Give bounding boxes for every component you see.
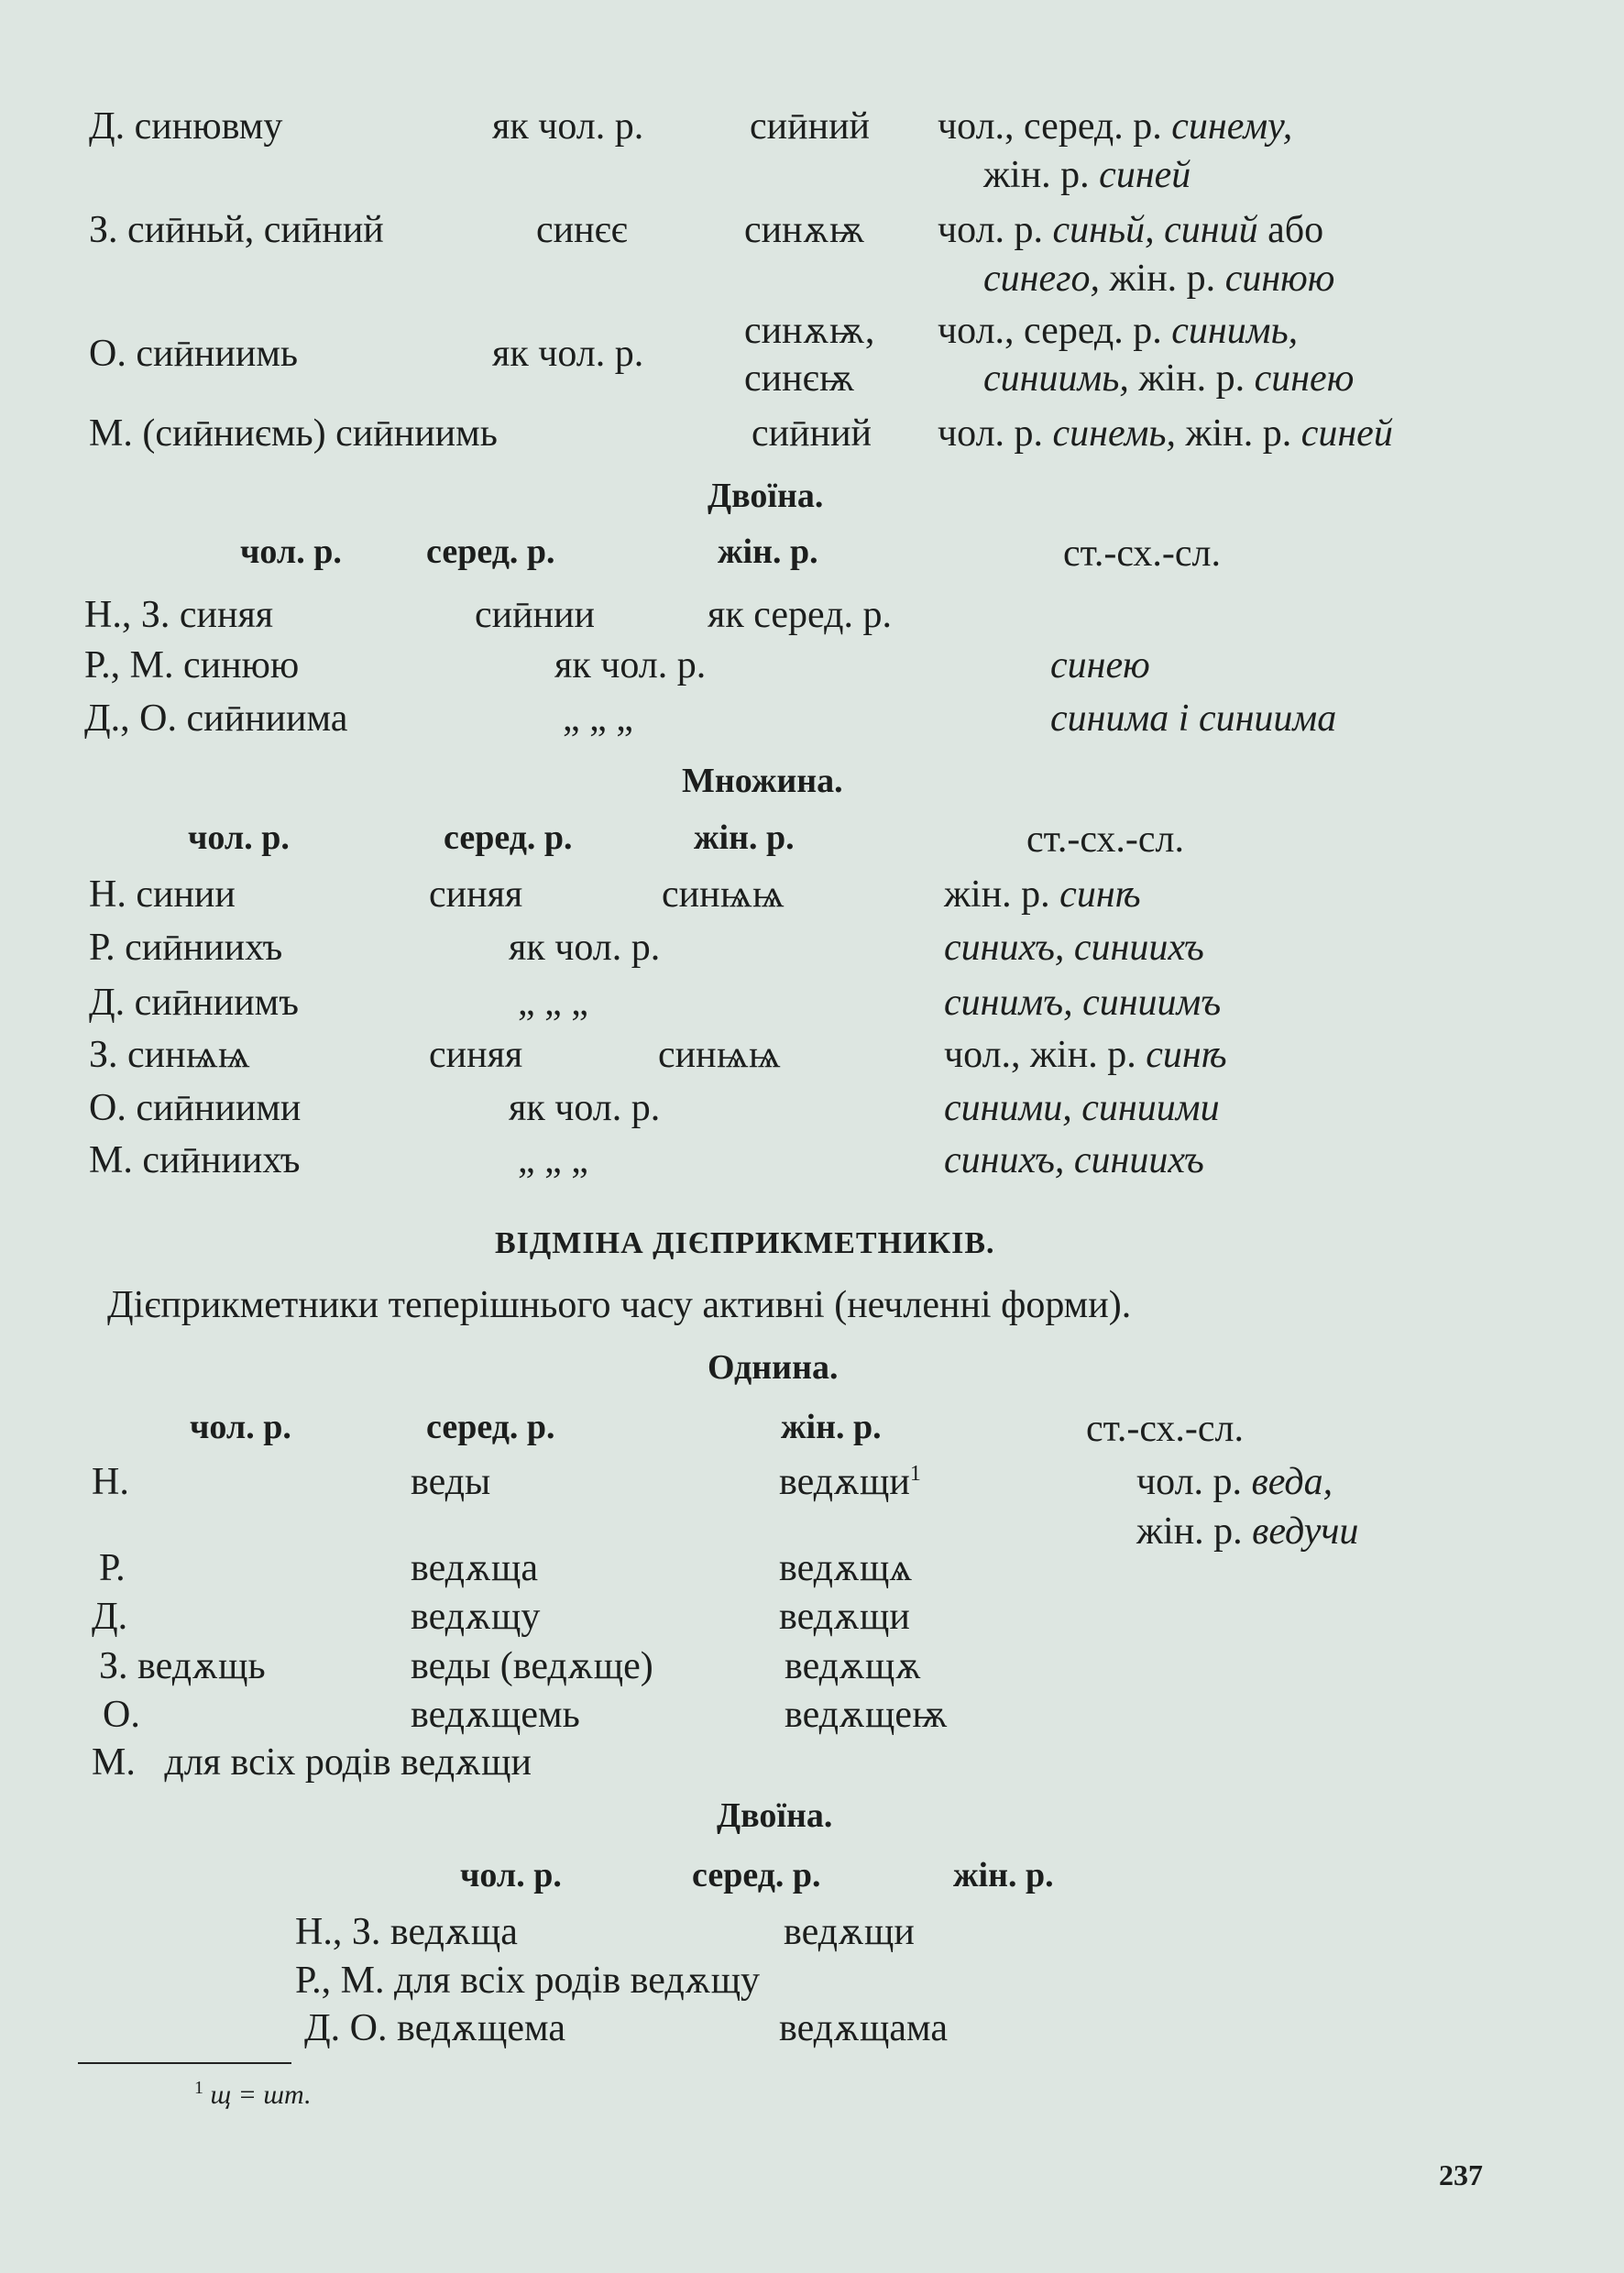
dual1-title: Двоїна.	[708, 477, 824, 515]
dual1-row2-d: синею	[1050, 644, 1150, 686]
row-d-oldslav: чол., серед. р. синему,	[938, 105, 1293, 148]
dual2-row3-a: Д. О. ведѫщема	[304, 2007, 565, 2049]
singular-row-o-b: ведѫщемь	[411, 1694, 580, 1736]
singular-row-z-b: веды (ведѫще)	[411, 1645, 653, 1687]
singular-header-oldslav: ст.-сх.-сл.	[1086, 1408, 1244, 1450]
section-intro: Дієприкметники теперішнього часу активні (нечленні форми).	[107, 1284, 1132, 1326]
plural-row-z-c: синѩѩ	[658, 1034, 781, 1076]
dual1-row1-b: сиӣнии	[475, 594, 596, 636]
singular-row-n-a: Н.	[92, 1461, 129, 1503]
row-m-label: М. (сиӣниємь) сиӣниимь	[89, 412, 498, 455]
plural-row-z-d: чол., жін. р. синѣ	[944, 1034, 1227, 1076]
row-d-label: Д. синювму	[89, 105, 283, 148]
plural-row-r-d: синихъ, синиихъ	[944, 927, 1204, 969]
plural-row-d-a: Д. сиӣниимъ	[89, 982, 299, 1024]
plural-header-neut: серед. р.	[444, 818, 573, 857]
row-z-col3: синѫѭ	[744, 209, 865, 251]
singular-row-n-e: жін. р. ведучи	[1136, 1510, 1359, 1553]
dual1-row3-a: Д., О. сиӣниима	[84, 697, 348, 740]
row-d-col3: сиӣний	[750, 105, 871, 148]
dual1-row2-b: як чол. р.	[554, 644, 707, 686]
singular-header-neut: серед. р.	[426, 1408, 555, 1446]
footnote: $^1$ щ = шт.	[194, 2078, 312, 2110]
plural-row-r-b: як чол. р.	[509, 927, 661, 969]
dual2-row1-a: Н., З. ведѫща	[295, 1911, 518, 1953]
singular-header-masc: чол. р.	[190, 1408, 291, 1446]
singular-row-n-c: ведѫщи$^1$	[779, 1461, 921, 1503]
plural-row-z-b: синяя	[429, 1034, 523, 1076]
row-m-oldslav: чол. р. синемь, жін. р. синей	[938, 412, 1393, 455]
plural-row-z-a: З. синѩѩ	[89, 1034, 250, 1076]
singular-row-r-a: Р.	[99, 1547, 126, 1589]
row-z-col2: синєє	[536, 209, 628, 251]
row-o-oldslav: чол., серед. р. синимь,	[938, 310, 1299, 352]
singular-row-r-b: ведѫща	[411, 1547, 539, 1589]
dual2-row1-b: ведѫщи	[784, 1911, 915, 1953]
dual1-header-neut: серед. р.	[426, 533, 555, 571]
plural-row-n-d: жін. р. синѣ	[944, 873, 1141, 916]
plural-row-o-a: О. сиӣниими	[89, 1087, 302, 1129]
singular-row-m: М. для всіх родів ведѫщи	[92, 1741, 532, 1784]
row-o-oldslav-2: синиимь, жін. р. синею	[983, 357, 1355, 400]
row-o-col3a: синѫѭ,	[744, 310, 875, 352]
plural-row-d-d: синимъ, синиимъ	[944, 982, 1222, 1024]
row-z-oldslav: чол. р. синьй, синий або	[938, 209, 1324, 251]
singular-title: Однина.	[708, 1348, 839, 1387]
row-o-col2: як чол. р.	[492, 333, 644, 375]
plural-row-n-c: синѩѩ	[662, 873, 785, 916]
singular-row-o-c: ведѫщеѭ	[785, 1694, 949, 1736]
plural-header-fem: жін. р.	[694, 818, 795, 857]
dual2-header-neut: серед. р.	[692, 1856, 821, 1894]
singular-row-o-a: О.	[103, 1694, 140, 1736]
plural-header-oldslav: ст.-сх.-сл.	[1026, 818, 1184, 861]
plural-row-m-b: „ „ „	[518, 1139, 588, 1181]
plural-row-o-b: як чол. р.	[509, 1087, 661, 1129]
footnote-rule	[78, 2062, 291, 2064]
dual1-row1-c: як серед. р.	[708, 594, 892, 636]
row-d-oldslav-2: жін. р. синей	[983, 154, 1191, 196]
singular-row-d-b: ведѫщу	[411, 1596, 541, 1638]
row-z-label: З. сиӣньй, сиӣний	[89, 209, 384, 251]
dual2-header-masc: чол. р.	[460, 1856, 562, 1894]
dual1-header-oldslav: ст.-сх.-сл.	[1063, 533, 1221, 575]
singular-row-n-b: веды	[411, 1461, 491, 1503]
dual2-title: Двоїна.	[717, 1796, 833, 1835]
dual1-row3-b: „ „ „	[563, 697, 633, 740]
plural-row-n-a: Н. синии	[89, 873, 236, 916]
dual2-row3-b: ведѫщама	[779, 2007, 948, 2049]
dual2-header-fem: жін. р.	[953, 1856, 1054, 1894]
row-o-label: О. сиӣниимь	[89, 333, 299, 375]
dual1-row1-a: Н., З. синяя	[84, 594, 274, 636]
plural-row-d-b: „ „ „	[518, 982, 588, 1024]
dual1-header-fem: жін. р.	[718, 533, 818, 571]
singular-row-d-a: Д.	[92, 1596, 128, 1638]
plural-row-n-b: синяя	[429, 873, 523, 916]
plural-row-r-a: Р. сиӣниихъ	[89, 927, 283, 969]
row-m-col3: сиӣний	[752, 412, 872, 455]
plural-title: Множина.	[682, 762, 843, 800]
row-z-oldslav-2: синего, жін. р. синюю	[983, 258, 1335, 300]
plural-row-o-d: синими, синиими	[944, 1087, 1220, 1129]
row-d-col2: як чол. р.	[492, 105, 644, 148]
plural-row-m-d: синихъ, синиихъ	[944, 1139, 1204, 1181]
dual2-row2-a: Р., М. для всіх родів ведѫщу	[295, 1960, 761, 2002]
dual1-header-masc: чол. р.	[240, 533, 342, 571]
plural-row-m-a: М. сиӣниихъ	[89, 1139, 301, 1181]
plural-header-masc: чол. р.	[188, 818, 290, 857]
singular-row-n-d: чол. р. веда,	[1136, 1461, 1333, 1503]
page-number: 237	[1439, 2158, 1483, 2191]
dual1-row3-d: синима і синиима	[1050, 697, 1337, 740]
singular-row-d-c: ведѫщи	[779, 1596, 910, 1638]
singular-row-z-c: ведѫщѫ	[785, 1645, 922, 1687]
singular-header-fem: жін. р.	[781, 1408, 882, 1446]
section-title: ВІДМІНА ДІЄПРИКМЕТНИКІВ.	[495, 1226, 995, 1260]
singular-row-z-a: З. ведѫщь	[99, 1645, 266, 1687]
dual1-row2-a: Р., М. синюю	[84, 644, 300, 686]
singular-row-r-c: ведѫщѧ	[779, 1547, 913, 1589]
row-o-col3b: синєѭ	[744, 357, 855, 400]
footnote-ref: 1	[909, 1462, 921, 1486]
